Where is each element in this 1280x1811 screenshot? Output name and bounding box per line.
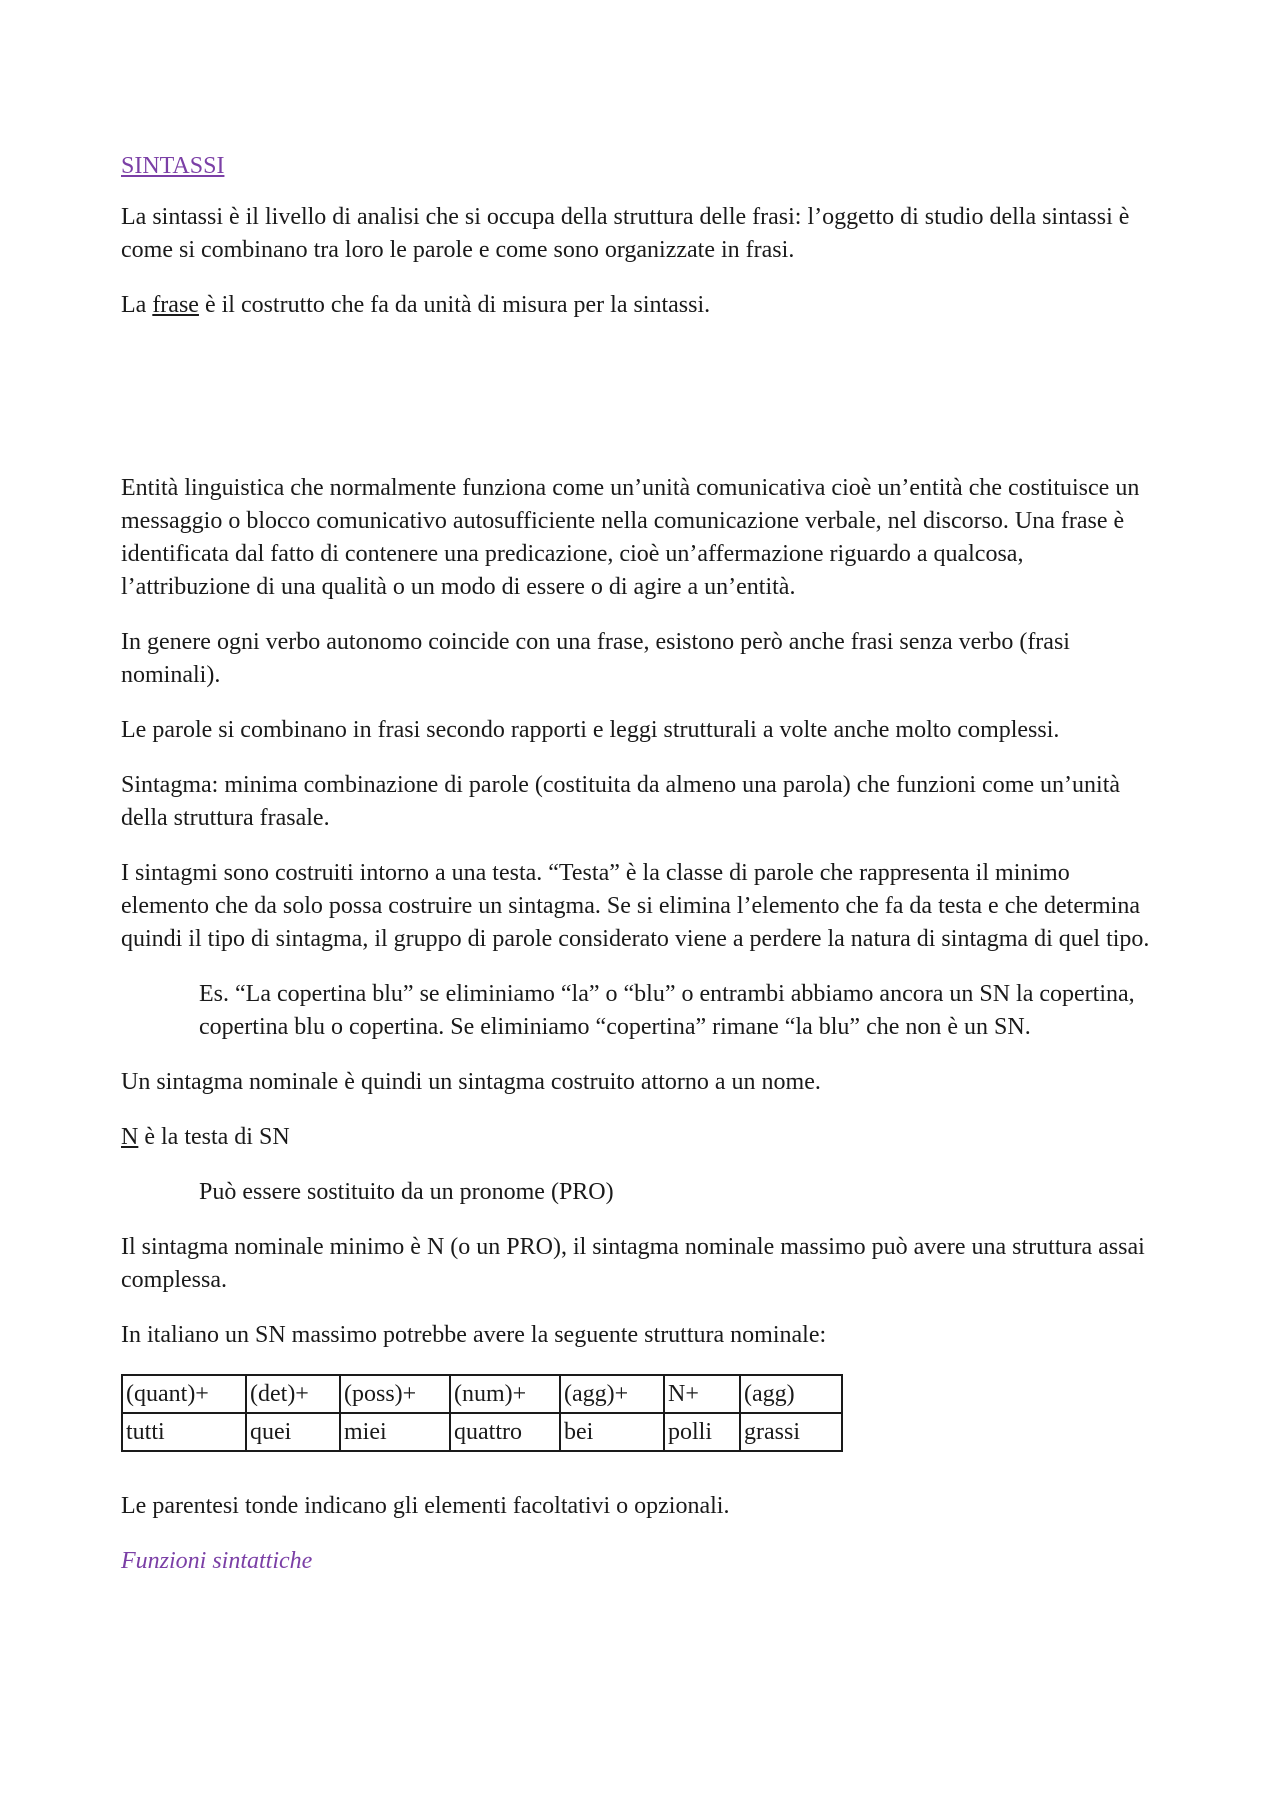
table-cell: grassi: [740, 1413, 842, 1451]
table-cell: N+: [664, 1375, 740, 1413]
table-cell: (poss)+: [340, 1375, 450, 1413]
paragraph-testa: I sintagmi sono costruiti intorno a una testa. “Testa” è la classe di parole che rappresenta il minimo elemento che da solo possa costruire un sintagma. Se si elimina l’elemento che fa da testa e che determina quindi il tipo di sintagma, il gruppo di parole considerato viene a perdere la natura di sintagma di quel tipo.: [121, 860, 1150, 952]
table-cell: bei: [560, 1413, 664, 1451]
paragraph-sn-struttura: In italiano un SN massimo potrebbe avere la seguente struttura nominale:: [121, 1322, 827, 1348]
table-cell: (quant)+: [122, 1375, 246, 1413]
section-heading: Funzioni sintattiche: [121, 1548, 313, 1574]
table-cell: miei: [340, 1413, 450, 1451]
sn-structure-table: [121, 1374, 843, 1452]
paragraph-sn-minimo-massimo: Il sintagma nominale minimo è N (o un PRO), il sintagma nominale massimo può avere una struttura assai complessa.: [121, 1234, 1145, 1293]
paragraph-frase-intro: [121, 289, 1150, 322]
paragraph-example: Es. “La copertina blu” se eliminiamo “la” o “blu” o entrambi abbiamo ancora un SN la copertina, copertina blu o copertina. Se eliminiamo “copertina” rimane “la blu” che non è un SN.: [199, 981, 1135, 1040]
table-cell: quei: [246, 1413, 340, 1451]
table-cell: quattro: [450, 1413, 560, 1451]
table-row-header: [122, 1375, 842, 1413]
table-cell: tutti: [122, 1413, 246, 1451]
table-cell: (agg)+: [560, 1375, 664, 1413]
paragraph-testa-sn-suffix: è la testa di SN: [138, 1124, 290, 1150]
paragraph-frase-suffix: è il costrutto che fa da unità di misura per la sintassi.: [198, 292, 711, 318]
table-cell: (det)+: [246, 1375, 340, 1413]
paragraph-pronome: Può essere sostituito da un pronome (PRO): [199, 1179, 614, 1205]
paragraph-verbo-autonomo: In genere ogni verbo autonomo coincide con una frase, esistono però anche frasi senza verbo (frasi nominali).: [121, 629, 1070, 688]
paragraph-definition-frase: Entità linguistica che normalmente funziona come un’unità comunicativa cioè un’entità che costituisce un messaggio o blocco comunicativo autosufficiente nella comunicazione verbale, nel discorso. Una frase è identificata dal fatto di contenere una predicazione, cioè un’affermazione riguardo a qualcosa, l’attribuzione di una qualità o un modo di essere o di agire a un’entità.: [121, 475, 1140, 600]
paragraph-sintagma-nominale: Un sintagma nominale è quindi un sintagma costruito attorno a un nome.: [121, 1069, 821, 1095]
table-cell: (agg): [740, 1375, 842, 1413]
underlined-term-frase: frase: [152, 292, 199, 318]
blank-space: [121, 344, 1150, 472]
table-cell: (num)+: [450, 1375, 560, 1413]
page-title[interactable]: SINTASSI: [121, 153, 225, 179]
paragraph-combinazione-parole: Le parole si combinano in frasi secondo rapporti e leggi strutturali a volte anche molto complessi.: [121, 717, 1060, 743]
paragraph-parentesi: Le parentesi tonde indicano gli elementi facoltativi o opzionali.: [121, 1493, 730, 1519]
paragraph-sintagma: Sintagma: minima combinazione di parole (costituita da almeno una parola) che funzioni come un’unità della struttura frasale.: [121, 772, 1121, 831]
paragraph-testa-sn: [121, 1121, 1150, 1154]
table-cell: polli: [664, 1413, 740, 1451]
underlined-term-n: N: [121, 1124, 139, 1150]
paragraph-definition-sintassi: La sintassi è il livello di analisi che si occupa della struttura delle frasi: l’oggetto di studio della sintassi è come si combinano tra loro le parole e come sono organizzate in frasi.: [121, 204, 1130, 263]
paragraph-frase-prefix: La: [121, 292, 153, 318]
table-row-example: [122, 1413, 842, 1451]
